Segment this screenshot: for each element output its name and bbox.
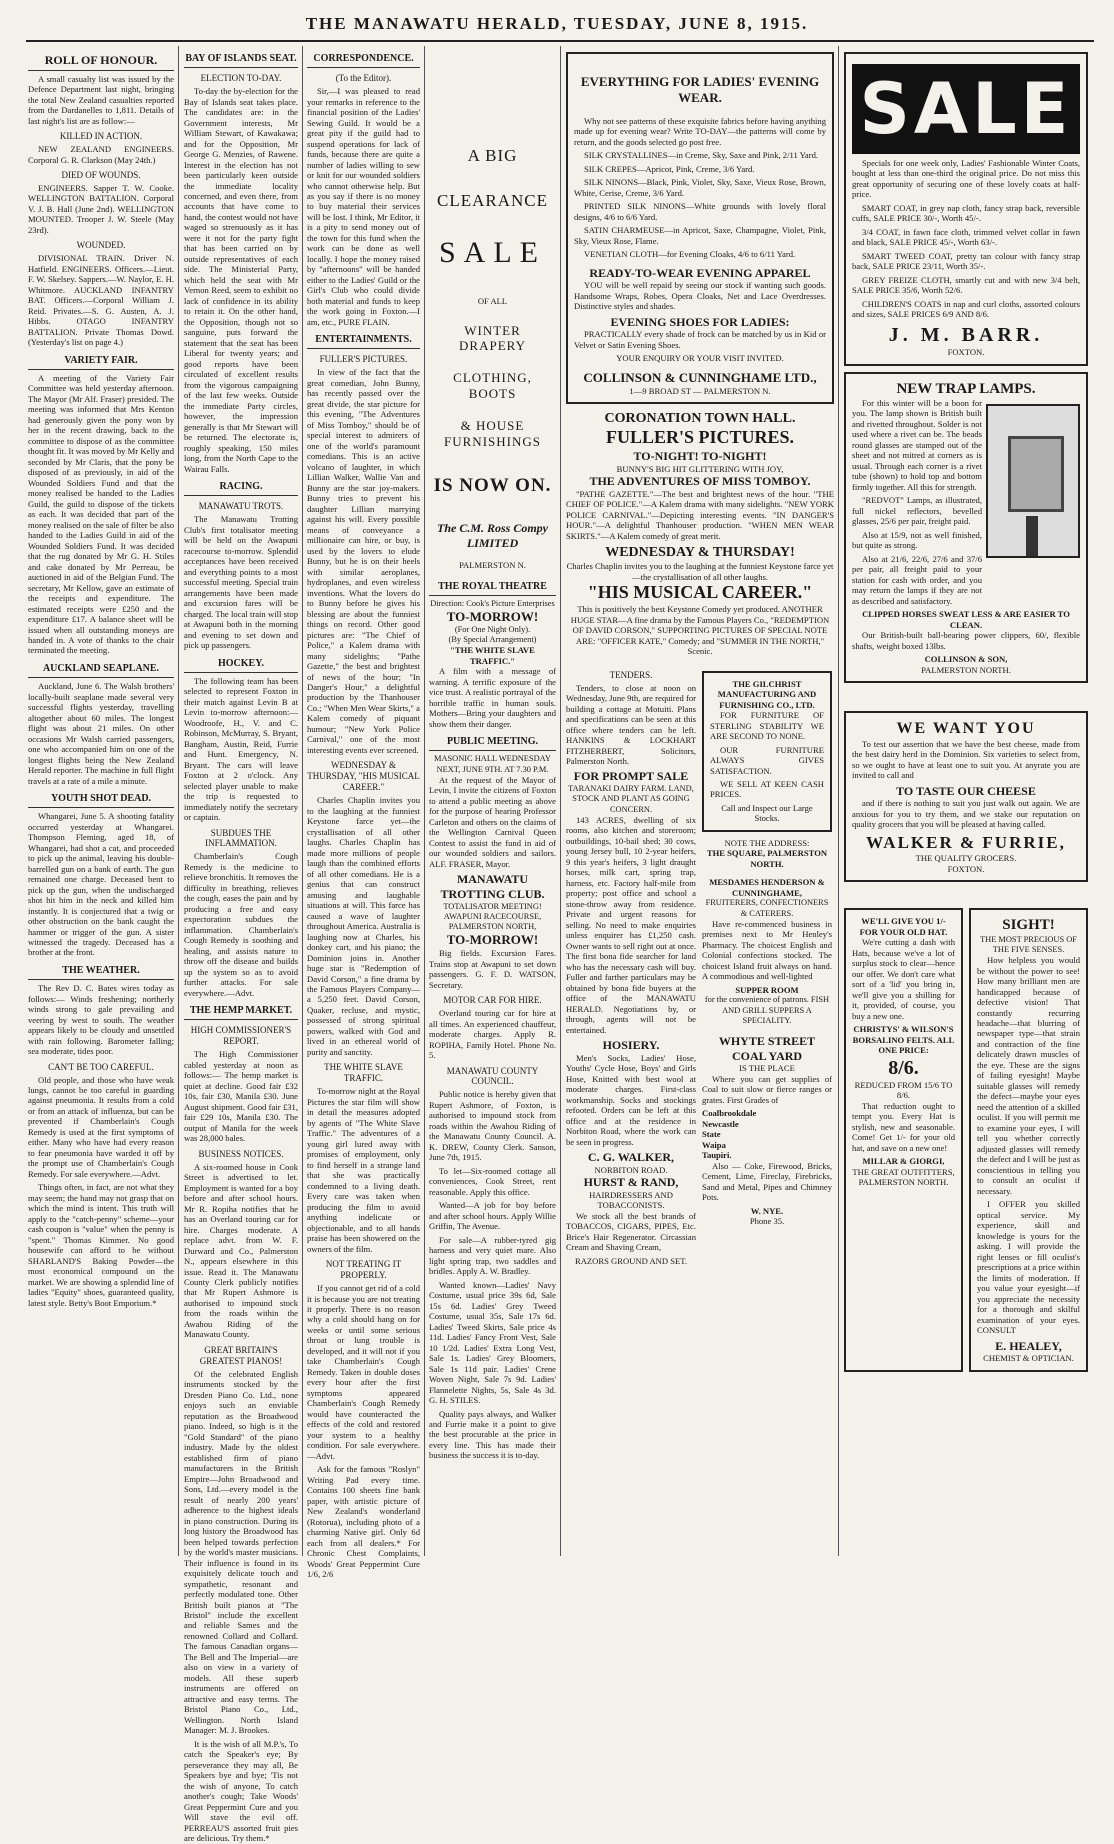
satisfaction-text: OUR FURNITURE ALWAYS GIVES SATISFACTION. [710,744,824,776]
bay-text: To-day the by-election for the Bay of Islands seat takes place. The candidates are: in the Government interests, Mr William Stewart, of Kawakawa; and for the Opposition, Mr George G. Menzies, of Rawene. Interest in the election has not been particularly keen outside the immediate locality concerned, and even there, from accounts that have come to hand, the contest would not have waged so strenuously as it has were it not for the party fight that has been carried on by outside representatives of each side. The Ministerial Party, which held the seat with Mr Vernon Reed, seem to exhibit no lack of confidence in its ability to retain it. On the other hand, the Opposition, though not so sanguine, puts forward the statement that the seat has been Liberal for twenty years; and good reports have been circulated of excellent results from the vigorous campaigning of the last few weeks. Outside the immediate Party circles, however, the impression generally is that Mr Stewart will be returned. The electorate is, roughly speaking, 150 miles long, from the North Cape to the Wairau Falls. [184,86,298,474]
wanted-known-text: Wanted known—Ladies' Navy Costume, usual price 39s 6d, Sale 15s 6d. Ladies' Grey Tweed Costume, usual 35s, Sale 17s 6d. Ladies' Tweed Skirts, Sale price 4s 11d. Ladies' Fancy Front Vest, Sale 10 1/2d. Ladies' Extra Long Vest, Sale 1s. Ladies' Grey Bloomers, Sale 1s 11d pair. Ladies' Crene Woven Night, Sale 7s 9d. Ladies' Flannelette Nights, 5s, Sale 4s 3d. G. H. STILES. [429,1279,556,1406]
prices-text: WE SELL AT KEEN CASH PRICES. [710,779,824,800]
outfitters-text: THE GREAT OUTFITTERS, [852,1166,955,1177]
house-text: & HOUSE FURNISHINGS [444,417,541,449]
gilchrist-heading: THE GILCHRIST MANUFACTURING AND FURNISHING CO., LTD. [717,678,817,710]
taranaki-text: TARANAKI DAIRY FARM. LAND, STOCK AND PLANT AS GOING CONCERN. [568,784,694,814]
ross-address: PALMERSTON N. [459,560,526,571]
clipper-text: Our British-built ball-bearing power clippers, 60/, flexible shafts, weight boxed 13lbs. [852,630,1080,651]
coat-item: 3/4 COAT, in fawn face cloth, trimmed velvet collar in fawn and black, SALE PRICE 45/-, Worth 63/-. [852,226,1080,248]
mesdames-heading: MESDAMES HENDERSON & CUNNINGHAME, [709,877,825,898]
enquiry-text: YOUR ENQUIRY OR YOUR VISIT INVITED. [616,353,784,364]
let-text: To let—Six-roomed cottage all conveniences, Cook Street, rent reasonable. Apply this office. [429,1165,556,1197]
hockey-heading: HOCKEY. [184,658,298,673]
razors-text: RAZORS GROUND AND SET. [574,1255,688,1266]
quality-text: Quality pays always, and Walker and Furrie make it a point to give the best procurable at the price in every line. This has made their business the success it is to-day. [429,1408,556,1461]
died-heading: DIED OF WOUNDS. [61,169,141,180]
royal-heading: THE ROYAL THEATRE [429,581,556,596]
evening-shoes-text: PRACTICALLY every shade of frock can be matched by us in Kid or Velvet or Satin Evening Shoes. [574,329,826,350]
ross-logo: The C.M. Ross Compy LIMITED [436,520,548,550]
racing-subheading: MANAWATU TROTS. [198,501,284,512]
hairdressers-text: HAIRDRESSERS AND TOBACCONISTS. [589,1189,673,1211]
column-1 [28,46,174,1556]
lower-ads-row [566,665,834,1267]
taste-heading: TO TASTE OUR CHEESE [896,783,1036,798]
call-text: Call and Inspect our Large Stocks. [721,802,813,824]
mps-text: It is the wish of all M.P.'s, To catch the Speaker's eye; By perseverance they may all, Be Speakers bye and bye; 'Tis not the wish of anyone, To catch another's cough; Take Woods' Great Peppermint Cure and you Will stave the evil off. PERREAU'S assorted fruit pies are delicious. Try them.* [184,1738,298,1844]
hat-heading: WE'LL GIVE YOU 1/- FOR YOUR OLD HAT. [859,916,948,937]
hat-ad [844,908,963,1371]
left-ads [566,665,696,1267]
special-arrangement: (By Special Arrangement) [448,635,537,645]
grocers-foxton: FOXTON. [947,863,985,874]
coat-item: GREY FREIZE CLOTH, smartly cut and with new 3/4 belt, SALE PRICE 35/6, Worth 52/6. [852,274,1080,296]
coat-item: CHILDREN'S COATS in nap and curl cloths, assorted colours and sizes, SALE PRICES 6/9 AND 8/6. [852,298,1080,320]
coat-item: SMART COAT, in grey nap cloth, fancy strap back, reversible cuffs, SALE PRICE 30/-, Worth 45/-. [852,202,1080,224]
correspondence-text: Sir,—I was pleased to read your remarks in reference to the financial position of the Ladies' Sewing Guild. It would be a great pity if the guild had to suspend operations for lack of funds, because there are quite a number of ladies willing to sew or knit for our wounded soldiers who cannot otherwise help. But as you say if there is no money to buy material their services will be lost. I think, Mr Editor, it is a pity to send money out of the town for this fund when the work can be done as well locally. I hope the money raised by "afternoons" will be handed either to the Ladies' Guild or the Girl's Club who could divide both material and funds to keep the work going in Foxton.—I am, etc., PURE FLAIN. [307,86,420,327]
column-3 [307,46,420,1580]
pianos-text: Of the celebrated English instruments stocked by the Dresden Piano Co. Ltd., none enjoys such an enviable reputation as the Broadwood piano. Indeed, so high is it the "Gold Standard" of the piano industry. Made by the oldest established firm of piano manufacturers in the British Empire—John Broadwood and Sons, Ltd.—every model is the result of nearly 200 years' adherence to the highest ideals in piano construction. During its long history the Broadwood has been helped towards perfection by the world's master musicians. Their influence is found in its exquisitely delicate touch and sympathetic, resonant and perfectly modulated tone. Other British built pianos at "The Bristol" include the excellent and reliable Sames and the renowned Collard and Collard. The famous Canadian organs—The Bell and The Imperial—are also on view in a variety of models. All these superb instruments are offered on attractive and easy terms. The Bristol Piano Co., Ltd., Wellington. North Island Manager: M. J. Brookes. [184,1368,298,1736]
redvot-text: "REDVOT" Lamps, as illustrated, full nickel reflectors, bevelled glasses, 25/6 per pair, freight paid. [852,495,982,527]
bunny-text: BUNNY'S BIG HIT GLITTERING WITH JOY, [616,463,784,474]
mesdames-text: Have re-commenced business in premises next to Mr Henley's Pharmacy. The choicest English and Colonial confections stocked. The choicest Island fruit always on hand. A commodious and well-lighted [702,918,832,982]
meeting-text: At the request of the Mayor of Levin, I invite the citizens of Foxton to attend a public meeting as above for the purpose of hearing Professor Carleton and others on the claims of the Wellington Carnival Queen Contest to assist the fund in aid of our wounded soldiers and sailors. ALF. FRASER, Mayor. [429,774,556,869]
clipped-heading: CLIPPED HORSES SWEAT LESS & ARE EASIER TO CLEAN. [862,609,1070,630]
trap-lamps-body [852,398,1080,609]
tenders-text: Tenders, to close at noon on Wednesday, June 9th, are required for building a cottage at Motuiti. Plans and specifications can be seen at this office where tenders can be left. HANKINS & LOCKHART FITZHERBERT, Solicitors, Palmerston North. [566,682,696,766]
also-text: Also at 15/9, not as well finished, but quite as strong. [852,529,982,551]
wed-thu-heading: WEDNESDAY & THURSDAY! [605,545,795,561]
also2-text: Also at 21/6, 22/6, 27/6 and 37/6 per pair, all freight paid to your station for cash with order, and you may return the lamps if they are not as described and satisfactory. [852,553,982,606]
column-rule [838,46,839,1556]
cheese-ad [844,711,1088,882]
killed-heading: KILLED IN ACTION. [59,131,143,142]
treating-heading: NOT TREATING IT PROPERLY. [325,1259,402,1281]
trotting-heading: MANAWATU TROTTING CLUB. [440,872,545,901]
collinson-address: 1—9 BROAD ST — PALMERSTON N. [629,385,771,396]
of-all-text: OF ALL [477,296,508,307]
masthead: THE MANAWATU HERALD, TUESDAY, JUNE 8, 1915. [305,14,809,33]
roll-of-honour-heading: ROLL OF HONOUR. [28,53,174,71]
tonight-text: TO-NIGHT! TO-NIGHT! [633,449,767,464]
cheese-text-2: and if there is nothing to suit you just walk out again. We are anxious for you to try them, and we stake our reputation on quality grocers that you will be pleased at having called. [852,798,1080,830]
musical-career-heading: WEDNESDAY & THURSDAY, "HIS MUSICAL CAREER." [307,760,420,793]
tenders-heading: TENDERS. [609,669,653,680]
roll-intro: A small casualty list was issued by the Defence Department last night, bringing the total New Zealand casualties reported from the Dardanelles to 1,811. Details of last night's list are as follow:— [28,73,174,126]
right-ads [702,665,832,1267]
county-heading: MANAWATU COUNTY COUNCIL. [446,1065,539,1087]
variety-fair-heading: VARIETY FAIR. [28,355,174,370]
silk-item: SILK CRYSTALLINES—in Creme, Sky, Saxe and Pink, 2/11 Yard. [584,150,819,161]
bottom-ads-row [844,902,1088,1377]
fruiterers-text: FRUITERERS, CONFECTIONERS & CATERERS. [705,898,829,918]
felts-text: CHRISTYS' & WILSON'S BORSALINO FELTS. ALL ONE PRICE: [852,1024,955,1056]
roslyn-text: Ask for the famous "Roslyn" Writing Pad every time. Contains 100 sheets fine bank paper, with artistic picture of New Zealand's wonderland (Rotorua), including photo of a charming Native girl. Only 6d each from all dealers.* For Chronic Chest Complaints, Woods' Great Peppermint Cure 1/6, 2/6 [307,1464,420,1580]
racing-text: The Manawatu Trotting Club's first totalisator meeting will be held on the Awapuni racecourse to-morrow. Splendid acceptances have been received and everything points to a most successful meeting. Special train arrangements have been made and excursion fares will be charged. The local train will stop at Awapuni both in the morning and evening to set down and pick up passengers. [184,514,298,651]
column-2 [184,46,298,1844]
barr-name: J. M. BARR. [888,323,1044,346]
programme-text: "PATHE GAZETTE."—The best and brightest news of the hour. "THE CHIEF OF POLICE."—A Kalem drama with many sidelights. "NEW YORK POLICE CARNIVAL."—Depicting interesting events. "IN DANGER'S HOUR."—A delightful Thanhouser production. "WHEN MEN WEAR SKIRTS."—A Kalem comedy of great merit. [566,488,834,541]
chaplin-text: Charles Chaplin invites you to the laughing at the funniest Keystone farce yet—the crystallisation of all other laughs. [566,561,834,582]
millar-address: PALMERSTON NORTH. [858,1177,949,1188]
youth-text: Whangarei, June 5. A shooting fatality occurred yesterday at Whangarei. Thompson Fleming, aged 18, of Whangarei, had shot a cat, and proceeded to pick up the animal, leaving his double-barrelled gun on a bank of earth. The gun remained one charge. Deceased bent to pick up the gun, when the undischarged shot hit him in the neck and killed him instantly. It is conjectured that a twig or other obstruction on the bank caught the hammer or trigger of the gun. A sister witnessed the tragedy. Deceased has a brother at the front. [28,811,174,958]
hockey-text: The following team has been selected to represent Foxton in their match against Levin B at Levin to-morrow afternoon:— Woodroofe, H., V. and C. Robinson, McMurray, S. Bryant, Bangham, Austin, Reid, Furrie and Hunt. Emergency, N. Bryant. The cars will leave Foxton at 2 o'clock. Any selected player unable to make the trip is requested to immediately notify the secretary or captain. [184,675,298,823]
sale-banner: SALE [852,64,1080,154]
treating-text: If you cannot get rid of a cold it is because you are not treating it properly. There is no reason why a cold should hang on for weeks or until some serious throat or lung trouble is developed, and it will not if you take Chamberlain's Cough Remedy. Taken in double doses every hour after the first symptoms appeared Chamberlain's Cough Remedy would have counteracted the effects of the cold and restored your system to a healthy condition. For sale everywhere.—Advt. [307,1283,420,1461]
motor-text: Overland touring car for hire at all times. An experienced chauffeur, moderate charges. Apply R. ROPIHA, Family Hotel. Phone No. 5. [429,1008,556,1061]
bay-heading: BAY OF ISLANDS SEAT. [184,53,298,68]
sight-ad [969,908,1088,1371]
whyte-text: Where you can get supplies of Coal to suit slow or fierce ranges or grates. First Grades of [702,1073,832,1105]
coal-item: Newcastle [702,1118,739,1129]
collinson-cunninghame-name: COLLINSON & CUNNINGHAME LTD., [583,369,817,385]
column-6 [844,46,1088,1556]
specials-text: Specials for one week only, Ladies' Fashionable Winter Coats, bought at less than one-third the original price. Do not miss this great opportunity of securing one of these lovely coats at half-price. [852,158,1080,200]
column-5 [566,46,834,1556]
masonic-hall: MASONIC HALL WEDNESDAY NEXT, JUNE 9TH. AT 7.30 P.M. [434,754,551,774]
coal-item: Coalbrookdale [702,1108,757,1119]
pianos-heading: GREAT BRITAIN'S GREATEST PIANOS! [199,1344,283,1366]
big-text: A BIG [467,146,518,165]
place-text: IS THE PLACE [739,1063,795,1074]
musical-career-text: Charles Chaplin invites you to the laughing at the funniest Keystone farce yet—the crystallisation of all other laughs. Charles Chaplin has made more millions of people laugh than the combined efforts of all other comedians. He is a genius that can construct amusing and laughable situations at will. This farce has caused a wave of laughter throughout America. Australia is laughing now at Charles, his donkey cart, and his piano; the Dominion joins in. Another huge star is "Redemption of David Corson," a fine drama by the Famous Players Company—a 5,250 feet. David Corson, Quaker, recluse, and mystic, possessed of strong spiritual powers, walked with God and lived in an ethereal world of purity and sanctity. [307,795,420,1057]
walker-name: C. G. WALKER, [587,1150,675,1165]
coal-item: Waipa [702,1139,726,1150]
trap-lamps-ad [844,372,1088,683]
royal-direction: Direction: Cook's Picture Enterprises [430,598,555,608]
phone-text: Phone 35. [749,1216,785,1227]
ready-to-wear-text: YOU will be well repaid by seeing our stock if wanting such goods. Handsome Wraps, Robes, Opera Cloaks, Net and Lace Overdresses. Distinctive styles and shades. [574,280,826,312]
white-slave-text: To-morrow night at the Royal Pictures the star film will show in detail the measures adopted by agents of "The White Slave Traffic." The adventures of a young girl lured away with promises of employment, only to find herself in a strange land that she was practically condemned to a living death. Every care was taken when producing the film to avoid anything indelicate or objectionable, and to all hands praise has been showered on the owners of the film. [307,1086,420,1254]
healey-name: E. HEALEY, [995,1338,1062,1353]
sight-heading: SIGHT! [1002,917,1055,934]
sight-text: How helpless you would be without the power to see! How many brilliant men are handicapped because of defective vision! That constantly recurring headache—that blurring of newspaper type—that strain and contraction of the fine delicately drawn muscles of the eye. These are the signs of failing eyesight! Maybe suitable glasses will remedy the defect—maybe your eyes need the attention of a skilled oculist. If you will permit me to examine your eyes, I will tell you whether correctly adjusted glasses will remedy the defect and I will be just as conscientious in telling you to consult an oculist if necessary. [977,955,1080,1196]
careful-text: Old people, and those who have weak lungs, cannot be too careful in guarding against pneumonia. It results from a cold or from an attack of influenza, but can be prevented if Chamberlain's Cough Remedy is used at the first symptoms of either. Many who have had every reason to fear pneumonia have warded it off by the prompt use of Chamberlain's Cough Remedy. For sale everywhere.—Advt. [28,1074,174,1179]
address-label: NOTE THE ADDRESS: [724,837,810,848]
careful-heading: CAN'T BE TOO CAREFUL. [48,1061,154,1072]
hosiery-text: Men's Socks, Ladies' Hose, Youths' Cycle Hose, Boys' and Girls Hose, Knitted with best wool at moderate charges. First-class workmanship. Socks and stockings refooted. Orders can be left at this office and at the residence in Norbiton Road, where the work can be seen in progress. [566,1052,696,1147]
musical-career-title: "HIS MUSICAL CAREER." [587,582,813,603]
weather-text: The Rev D. C. Bates wires today as follows:— Winds freshening; northerly winds strong to gale prevailing and veering by west to south. The weather appears likely to be cloudy and unsettled with rain following. Barometer falling; sea moderate, tides poor. [28,983,174,1057]
silk-item: VENETIAN CLOTH—for Evening Cloaks, 4/6 to 6/11 Yard. [584,249,796,260]
royal-tomorrow: TO-MORROW! [446,609,539,625]
gilchrist-ad [702,671,832,832]
hosiery-heading: HOSIERY. [602,1038,660,1053]
supper-room: SUPPER ROOM [735,984,799,995]
column-rule [302,46,303,1556]
killed-text: NEW ZEALAND ENGINEERS. Corporal G. R. Clarkson (May 24th.) [28,144,174,165]
racing-heading: RACING. [184,481,298,496]
column-rule [560,46,561,1556]
for-sale-text: For sale—A rubber-tyred gig harness and very quiet mare. Also light spring trap, two saddles and bridles. Apply A. W. Bradley. [429,1234,556,1277]
career-text: This is positively the best Keystone Comedy yet produced. ANOTHER HUGE STAR—A fine drama by the Famous Players Co., "REDEMPTION OF DAVID CORSON," SUPPORTING PICTURES OF SPECIAL NOTE ARE: "OFFICER KATE," Comedy; and "SUMMER IN THE NORTH," Scenic. [570,604,830,657]
furniture-text: FOR FURNITURE OF STERLING STABILITY WE ARE SECOND TO NONE. [710,710,824,742]
white-slave-ad-text: A film with a message of warning. A terrific exposure of the vice trust. A realistic portrayal of the horrible traffic in human souls. Mothers—Bring your daughters and show them their danger. [429,666,556,729]
variety-fair-text: A meeting of the Variety Fair Committee was held yesterday afternoon. The Mayor (Mr Alf. Fraser) presided. The meeting was informed that Mrs Kenton had generously given the pony won by her in the recent drawing, back to the committee to dispose of as the committee thought fit. It was moved by Mr Kelly and seconded by Mr Claris, that the pony be disposed of as previously, in aid of the Wounded Soldiers Fund and that the money realised be handed to the Ladies Guild, the guild to dispose of the tickets as each. It was decided that part of the money realised on the sale of filter be also handed to the Ladies Guild in aid of the Wounded Soldiers Fund. It was decided that the rug donated by Mr G. H. Stiles and cake donated by Mr Perreau, be auctioned in aid of the Belgian Fund. The secretary, Mr Kellow, gave an estimate of the receipts and expenditure. The estimated receipts were £250 and the expenditure £17. A balance sheet will be issued when all outstanding moneys are handed in. A vote of thanks to the chair terminated the meeting. [28,372,174,656]
white-slave-title: "THE WHITE SLAVE TRAFFIC." [450,645,535,666]
weather-heading: THE WEATHER. [28,965,174,980]
fullers-heading: FULLER'S PICTURES. [605,427,795,448]
hemp-subheading: HIGH COMMISSIONER'S REPORT. [190,1025,292,1047]
died-text: ENGINEERS. Sapper T. W. Cooke. WELLINGTON BATTALION. Corporal V. J. B. Hall (June 2nd). WELLINGTON MOUNTED. Trooper J. W. Steele (May 23rd). [28,182,174,235]
coronation-heading: CORONATION TOWN HALL. [604,411,796,427]
nye-name: W. NYE. [750,1205,784,1216]
coat-item: SMART TWEED COAT, pretty tan colour with fancy strap back, SALE PRICE 23/11, Worth 35/-. [852,250,1080,272]
cheese-text: To test our assertion that we have the best cheese, made from the best dairy herd in the Dominion. Six varieties to select from, so we ought to have at least one to suit you. At anyrate you are invited to call and [852,738,1080,781]
reduced-detail: That reduction ought to tempt you. Every Hat is stylish, new and seasonable. Come! Get 1/- for your old hat, and save on a new one! [852,1100,955,1153]
coal-item: Taupiri. [702,1150,732,1161]
collinson-son-name: COLLINSON & SON, [924,654,1008,665]
collinson-son-address: PALMERSTON NORTH. [921,664,1011,675]
hemp-text: The High Commissioner cabled yesterday at noon as follows:— The hemp market is quiet at decline. Good fair £32 10s, fair £30, Manila £30. June August shipment. Good fair £31, fair £29 10s, Manila £30. The output of Manila for the week was 28,000 bales. [184,1049,298,1144]
correspondence-subheading: (To the Editor). [335,73,392,84]
lamps-text: For this winter will be a boon for you. The lamp shown is British built and rivetted throughout. Solder is not used where a rivet can be. The beads round glasses are stamped out of the sheet and not mitred at corners as is usual. Through each corner is a rivet tube (shown) to hold top and bottom firmly together. All this for strength. [852,397,982,492]
grocers-text: THE QUALITY GROCERS. [915,853,1017,864]
reduced-text: REDUCED FROM 15/6 TO 8/6. [854,1079,953,1101]
hemp-heading: THE HEMP MARKET. [184,1005,298,1020]
seaplane-text: Auckland, June 6. The Walsh brothers' locally-built seaplane made several very successful flights yesterday, travelling altogether about 60 miles. The longest flight was about 21 miles. On other occasions Mr Walsh carried passengers, one who accompanied him on one of the longest flights being the New Zealand Herald reporter. The machine in full flight travels at a rate of a mile a minute. [28,681,174,786]
barr-sale-ad [844,52,1088,366]
trotting-sub: TOTALISATOR MEETING! AWAPUNI RACECOURSE, PALMERSTON NORTH, [443,901,542,932]
also-text: Also — Coke, Firewood, Bricks, Cement, Lime, Fireclay, Firebricks, Sand and Metal, Pipes and Chimney Pots. [702,1160,832,1203]
trotting-text: Big fields. Excursion Fares. Trains stop at Awapuni to set down passengers. G. F. D. WATSON, Secretary. [429,948,556,990]
business-text: A six-roomed house in Cook Street is advertised to let. Employment is wanted for a boy before and after school hours. Mr R. Ropiha notifies that he has an Overland touring car for hire. Charges moderate. A replace advt. from W. F. Durward and Co., Palmerston N., appears elsewhere in this issue. Read it. The Manawatu County Clerk publicly notifies that Mr Rupert Ashmore is authorised to impound stock from the roads within the Awahou Riding of the Manawatu County. [184,1161,298,1340]
coal-item: State [702,1129,721,1140]
business-heading: BUSINESS NOTICES. [198,1148,284,1159]
clearance-text: CLEARANCE [437,190,548,210]
bay-subheading: ELECTION TO-DAY. [200,73,282,84]
senses-text: THE MOST PRECIOUS OF THE FIVE SENSES. [980,934,1077,954]
silk-item: SATIN CHARMEUSE—in Apricot, Saxe, Champagne, Violet, Pink, Sky, Vieux Rose, Flame. [574,225,826,246]
column-rule [424,46,425,1556]
public-meeting-heading: PUBLIC MEETING. [429,736,556,751]
supper-text: for the convenience of patrons. FISH AND GRILL SUPPERS A SPECIALITY. [704,995,830,1025]
norbiton-text: NORBITON ROAD. [594,1164,668,1175]
motor-heading: MOTOR CAR FOR HIRE. [443,995,542,1006]
clothing-text: CLOTHING, BOOTS [453,370,532,402]
chemist-text: CHEMIST & OPTICIAN. [983,1353,1074,1364]
millar-name: MILLAR & GIORGI, [862,1156,945,1167]
hurst-text: We stock all the best brands of TOBACCOS, CIGARS, PIPES, Etc. Brice's Hair Regenerator. Circassian Cream and Shaving Cream, [566,1210,696,1253]
sale-text: SALE [439,236,546,270]
evening-shoes-heading: EVENING SHOES FOR LADIES: [610,314,790,329]
white-slave-heading: THE WHITE SLAVE TRAFFIC. [324,1062,403,1084]
evening-wear-ad [566,52,834,404]
subdues-text: Chamberlain's Cough Remedy is the medicine to relieve bronchitis. It removes the difficulty in breathing, relieves the cough, eases the pain and by producing a free and easy expectoration subdues the inflammation. Chamberlain's Cough Remedy is soothing and healing, and assists nature to throw off the disease and builds up the system so as to avoid further attacks. For sale everywhere.—Advt. [184,851,298,998]
trotting-tomorrow: TO-MORROW! [446,932,539,948]
silk-item: SILK CREPES—Apricot, Pink, Creme, 3/6 Yard. [584,163,755,174]
column-rule [178,46,179,1556]
subdues-heading: SUBDUES THE INFLAMMATION. [205,827,277,849]
wounded-heading: WOUNDED. [76,240,126,251]
whyte-heading: WHYTE STREET COAL YARD [718,1034,816,1063]
column-4 [429,46,556,1556]
silk-item: SILK NINONS—Black, Pink, Violet, Sky, Saxe, Vieux Rose, Brown, White, Cerise, Creme, 3/6 Yard. [574,177,826,198]
evening-wear-title: EVERYTHING FOR LADIES' EVENING WEAR. [580,74,820,105]
barr-foxton: FOXTON. [947,347,985,358]
wanted-text: Wanted—A job for boy before and after school hours. Apply Willie Griffin, The Avenue. [429,1200,556,1232]
want-you-heading: WE WANT YOU [896,720,1036,738]
one-night: (For One Night Only). [454,624,531,634]
acres-text: 143 ACRES, dwelling of six rooms, also kitchen and storeroom; outbuildings, 10-bail shed; 30 cows, young Jersey bull, 10 2-year heifers, 9 this year's heifers, 3 light draught horses, milk cart, spring trap, harness, etc. Factory half-mile from property; post office and school a stone-throw away from residence. Private and urgent reasons for selling. No need to make enquiries unless enquirer has £1,250 cash. Owner wants to sell right out at once. The first bona fide searcher for land who has the necessary cash will buy. Fuller and farther particulars may be obtained by bona fide buyers at the office of the MANAWATU HERALD. Negotiations by, or through, agents will not be entertained. [566,814,696,1035]
ready-to-wear-heading: READY-TO-WEAR EVENING APPAREL [589,265,811,280]
county-text: Public notice is hereby given that Rupert Ashmore, of Foxton, is authorised to impound stock from roads within the Awahou Riding of the Manawatu County Council. A. K. DREW, County Clerk. Sanson, June 7th, 1915. [429,1089,556,1163]
sight-text-2: I OFFER you skilled optical service. My experience, skill and knowledge is yours for the asking. I will provide the right lenses or fill oculist's prescriptions at a price within the limits of moderation. If you value your eyesight—if you appreciate the necessity for a thorough and skilful examination of your eyes. CONSULT [977,1199,1080,1336]
square-address: THE SQUARE, PALMERSTON NORTH. [706,848,828,869]
hat-price: 8/6. [888,1056,919,1079]
masthead-rule [26,40,1094,42]
things-text: Things often, in fact, are not what they may seem; the hand may not grasp that on which the mind is intent. This truth will apply to the "catch-penny" scheme—your cash coupon is "value" when the penny is "spent." Thomas Kimmer. No good housewife can afford to be without SHARLAND'S Baking Powder—the most economical compound on the market. We are showing a splendid line of ladies "Equity" shoes, guaranteed quality, latest style. Betty's Boot Emporium.* [28,1182,174,1308]
trap-lamps-heading: NEW TRAP LAMPS. [896,380,1036,397]
fullers-subheading: FULLER'S PICTURES. [319,354,408,365]
entertainments-text: In view of the fact that the great comedian, John Bunny, has recently passed over the great divide, the star picture for this evening, "The Adventures of Miss Tomboy," should be of special interest to admirers of one of the world's paramount comedians. This is an active volcano of laughter, in which Lillian Walker, Wallie Van and Bunny are the star joy-makers. Bunny tries to prevent his daughter Lillian marrying against his will. Every possible means of conveyance a millionaire can hire, or buy, is used by the lovers to elude Bunny, but he is on their heels with similar aeroplanes, hydroplanes, and even wireless inventions. What the lovers do to Bunny before he gives his blessing are about the funniest things on record. Other good pictures are: "The Chief of Police," a Kalem drama with many sidelights; "Pathe Gazette," the best and brightest of news of the hour; "In Danger's Hour," a delightful production by the Thanhouser Co.; "When Men Wear Skirts," a Kalem comedy of piquant humour; "New York Police Carnival," one of the most interesting events ever screened. [307,367,420,755]
seaplane-heading: AUCKLAND SEAPLANE. [28,663,174,678]
entertainments-heading: ENTERTAINMENTS. [307,334,420,349]
silk-item: PRINTED SILK NINONS—White grounds with lovely floral designs, 4/6 to 6/6 Yard. [574,201,826,222]
hurst-heading: HURST & RAND, [583,1175,679,1190]
trap-lamps-copy [852,398,982,609]
now-on-text: IS NOW ON. [433,474,552,496]
trap-lamp-illustration [986,404,1080,558]
correspondence-heading: CORRESPONDENCE. [307,53,420,68]
winter-text: WINTER DRAPERY [459,322,526,354]
evening-wear-intro: Why not see patterns of these exquisite fabrics before having anything made up for evening wear? Write TO-DAY—the patterns will come by return, and the goods selected go post free. [574,115,826,147]
hat-text: We're cutting a dash with Hats, because we've a lot of surplus stock to clear—hence our offer. We don't care what sort of a 'lid' you bring in, we'll give you a shilling for it, provided, of course, you buy a new one. [852,937,955,1021]
wounded-text: DIVISIONAL TRAIN. Driver N. Hatfield. ENGINEERS. Officers.—Lieut. F. W. Skelsey. Sappers.—W. Naylor, E. H. Whitmore. AUCKLAND INFANTRY BAT. Officers.—Corporal William J. Reid. Privates.—S. G. Austen, A. J. Hibbs. OTAGO INFANTRY BATTALION. Private Thomas Dowd. (Yesterday's list on page 4.) [28,253,174,348]
walker-furrie-name: WALKER & FURRIE, [866,832,1066,852]
youth-heading: YOUTH SHOT DEAD. [28,793,174,808]
tomboy-title: THE ADVENTURES OF MISS TOMBOY. [589,474,811,489]
prompt-sale-heading: FOR PROMPT SALE [573,769,689,784]
